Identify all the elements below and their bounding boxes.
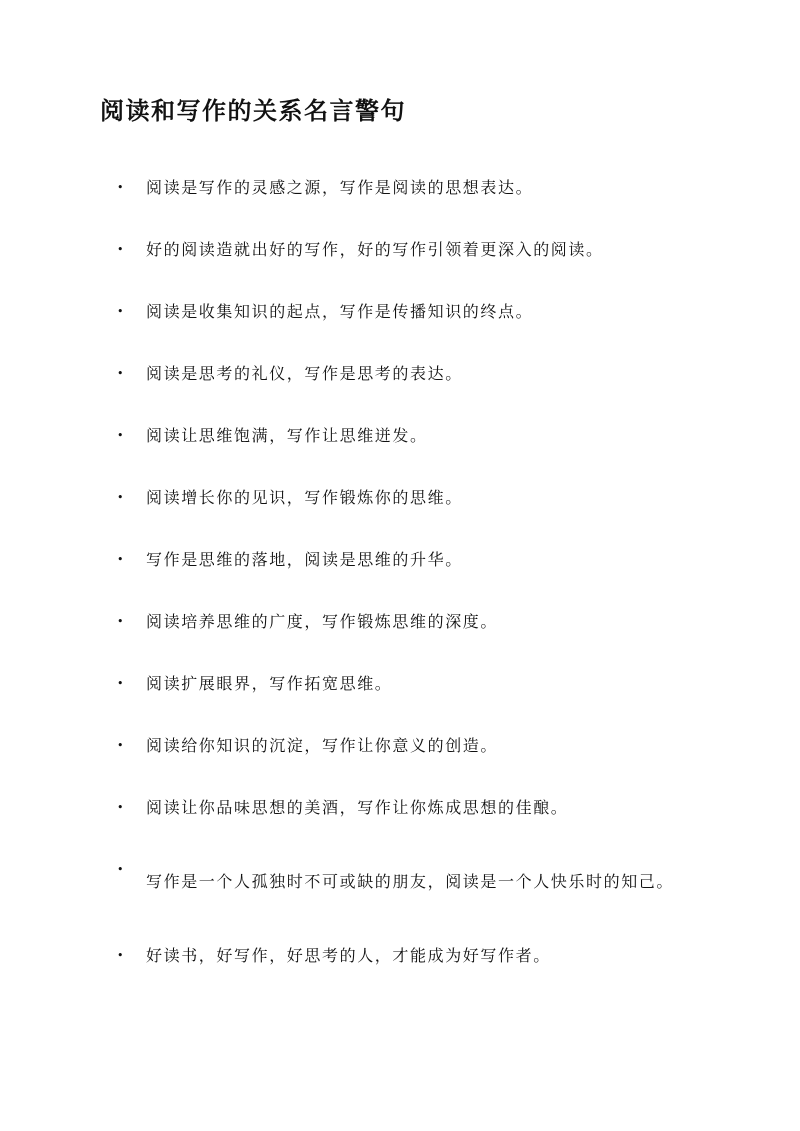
bullet-icon: •	[116, 367, 126, 380]
quote-text: 阅读增长你的见识，写作锻炼你的思维。	[146, 488, 463, 507]
quote-text: 阅读是写作的灵感之源，写作是阅读的思想表达。	[146, 178, 534, 197]
quote-list	[100, 171, 710, 973]
quote-text: 阅读是思考的礼仪，写作是思考的表达。	[146, 364, 463, 383]
bullet-icon: •	[116, 305, 126, 318]
quote-item-13	[100, 939, 710, 973]
bullet-icon: •	[116, 677, 126, 690]
bullet-icon: •	[116, 801, 126, 814]
bullet-icon: •	[116, 949, 126, 962]
quote-text: 好读书，好写作，好思考的人，才能成为好写作者。	[146, 946, 551, 965]
quote-item-5	[100, 419, 710, 453]
quote-item-4	[100, 357, 710, 391]
quote-text: 写作是一个人孤独时不可或缺的朋友，阅读是一个人快乐时的知己。	[146, 872, 675, 891]
quote-item-3	[100, 295, 710, 329]
quote-text: 阅读让你品味思想的美酒，写作让你炼成思想的佳酿。	[146, 798, 569, 817]
quote-text: 阅读是收集知识的起点，写作是传播知识的终点。	[146, 302, 534, 321]
quote-item-6	[100, 481, 710, 515]
quote-text: 好的阅读造就出好的写作，好的写作引领着更深入的阅读。	[146, 240, 604, 259]
quote-item-9	[100, 667, 710, 701]
bullet-icon: •	[116, 553, 126, 566]
bullet-icon: •	[116, 863, 126, 876]
page-title: 阅读和写作的关系名言警句	[100, 96, 406, 125]
bullet-icon: •	[116, 491, 126, 504]
bullet-icon: •	[116, 243, 126, 256]
quote-item-12	[100, 853, 710, 911]
bullet-icon: •	[116, 181, 126, 194]
quote-text: 阅读培养思维的广度，写作锻炼思维的深度。	[146, 612, 499, 631]
quote-item-7	[100, 543, 710, 577]
quote-item-1	[100, 171, 710, 205]
quote-text: 写作是思维的落地，阅读是思维的升华。	[146, 550, 463, 569]
quote-item-8	[100, 605, 710, 639]
quote-text: 阅读给你知识的沉淀，写作让你意义的创造。	[146, 736, 499, 755]
quote-item-11	[100, 791, 710, 825]
quote-item-2	[100, 233, 710, 267]
quote-item-10	[100, 729, 710, 763]
bullet-icon: •	[116, 615, 126, 628]
quote-text: 阅读扩展眼界，写作拓宽思维。	[146, 674, 393, 693]
quote-text: 阅读让思维饱满，写作让思维迸发。	[146, 426, 428, 445]
bullet-icon: •	[116, 739, 126, 752]
bullet-icon: •	[116, 429, 126, 442]
